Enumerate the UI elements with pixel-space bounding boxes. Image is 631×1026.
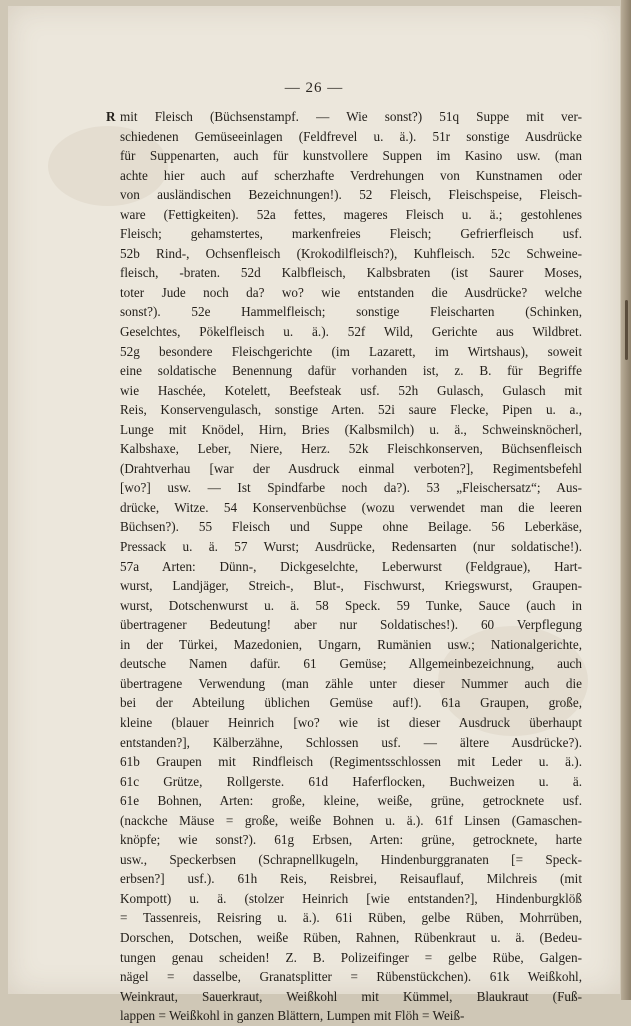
text-line: bei der Abteilung üblichen Gemüse auf!). 61a Graupen, große, [120, 695, 582, 711]
text-line: [wo?] usw. — Ist Spindfarbe noch da?). 53 „Fleischersatz“; Aus- [120, 480, 582, 496]
text-line: knöpfe; wie sonst?). 61g Erbsen, Arten: grüne, getrocknete, harte [120, 832, 582, 848]
text-line: Dorschen, Dotschen, weiße Rüben, Rahnen, Rübenkraut u. ä. (Bedeu- [120, 929, 582, 945]
text-line: eine soldatische Benennung dafür vorhanden ist, z. B. für Begriffe [120, 363, 582, 379]
text-line: toter Jude noch da? wo? wie entstanden die Ausdrücke? welche [120, 284, 582, 300]
text-line: Büchsen?). 55 Fleisch und Suppe ohne Beilage. 56 Leberkäse, [120, 519, 582, 535]
text-line: 57a Arten: Dünn-, Dickgeselchte, Leberwurst (Feldgraue), Hart- [120, 558, 582, 574]
body-text [106, 107, 582, 1026]
text-line: (Drahtverhau [war der Ausdruck einmal verboten?], Regimentsbefehl [120, 460, 582, 476]
text-line: entstanden?], Kälberzähne, Schlossen usf. — ältere Ausdrücke?). [120, 734, 582, 750]
document-page [8, 6, 620, 1024]
text-line: von ausländischen Bezeichnungen!). 52 Fleisch, Fleischspeise, Fleisch- [120, 187, 582, 203]
text-line: 61b Graupen mit Rindfleisch (Regimentsschlossen mit Leder u. ä.). [120, 754, 582, 770]
spine-mark [625, 300, 628, 360]
text-line: kleine (blauer Heinrich [wo? wie ist dieser Ausdruck überhaupt [120, 714, 582, 730]
text-line: achte hier auch auf scherzhafte Verdrehungen von Kunstnamen oder [120, 167, 582, 183]
text-line: nägel = dasselbe, Granatsplitter = Rübenstückchen). 61k Weißkohl, [120, 969, 582, 985]
text-line: usw., Speckerbsen (Schrapnellkugeln, Hindenburggranaten [= Speck- [120, 851, 582, 867]
text-line: sonst?). 52e Hammelfleisch; sonstige Fleischarten (Schinken, [120, 304, 582, 320]
text-line: ware (Fettigkeiten). 52a fettes, mageres Fleisch u. ä.; gestohlenes [120, 206, 582, 222]
page-number: — 26 — [284, 80, 344, 96]
text-line: wie Haschée, Kotelett, Beefsteak usf. 52h Gulasch, Gulasch mit [120, 382, 582, 398]
text-line: tungen genau scheiden! Z. B. Polizeifinger = gelbe Rübe, Galgen- [120, 949, 582, 965]
text-line: deutsche Namen dafür. 61 Gemüse; Allgemeinbezeichnung, auch [120, 656, 582, 672]
text-line: wurst, Dotschenwurst u. ä. 58 Speck. 59 Tunke, Sauce (auch in [120, 597, 582, 613]
text-line: Fleisch; gehamstertes, markenfreies Fleisch; Gefrierfleisch usf. [120, 226, 582, 242]
text-line: fleisch, -braten. 52d Kalbfleisch, Kalbsbraten (ist Saurer Moses, [120, 265, 582, 281]
text-line: drücke, Witze. 54 Konservenbüchse (wozu verwendet man die leeren [120, 499, 582, 515]
text-line: 61c Grütze, Rollgerste. 61d Haferflocken, Buchweizen u. ä. [120, 773, 582, 789]
text-line: schiedenen Gemüseeinlagen (Feldfrevel u. ä.). 51r sonstige Ausdrücke [120, 128, 582, 144]
text-line: 61e Bohnen, Arten: große, kleine, weiße, grüne, getrocknete usf. [120, 793, 582, 809]
margin-letter: R [106, 109, 116, 124]
text-line: übertragene Verwendung (man zähle unter dieser Nummer auch die [120, 675, 582, 691]
text-line: (nackche Mäuse = große, weiße Bohnen u. ä.). 61f Linsen (Gamaschen- [120, 812, 582, 828]
text-line: 52b Rind-, Ochsenfleisch (Krokodilfleisch?), Kuhfleisch. 52c Schweine- [120, 245, 582, 261]
text-line: wurst, Landjäger, Streich-, Blut-, Fischwurst, Kriegswurst, Graupen- [120, 578, 582, 594]
book-spine-edge [621, 0, 631, 1000]
text-line: Weinkraut, Sauerkraut, Weißkohl mit Kümmel, Blaukraut (Fuß- [120, 988, 582, 1004]
text-line: 52g besondere Fleischgerichte (im Lazarett, im Wirtshaus), soweit [120, 343, 582, 359]
text-line: in der Türkei, Mazedonien, Ungarn, Rumänien usw.; Nationalgerichte, [120, 636, 582, 652]
text-line: Pressack u. ä. 57 Wurst; Ausdrücke, Redensarten (nur soldatische!). [120, 539, 582, 555]
text-line: erbsen?] usf.). 61h Reis, Reisbrei, Reisauflauf, Milchreis (mit [120, 871, 582, 887]
text-line: Kalbshaxe, Leber, Niere, Herz. 52k Fleischkonserven, Büchsenfleisch [120, 441, 582, 457]
text-line: = Tassenreis, Reisring u. ä.). 61i Rüben, gelbe Rüben, Mohrrüben, [120, 910, 582, 926]
text-line: lappen = Weißkohl in ganzen Blättern, Lumpen mit Flöh = Weiß- [120, 1008, 465, 1024]
text-line: Kompott) u. ä. (stolzer Heinrich [wie entstanden?], Hindenburgklöß [120, 890, 582, 906]
text-line: Lunge mit Knödel, Hirn, Bries (Kalbsmilch) u. ä., Schweinsknöcherl, [120, 421, 582, 437]
text-line: für Suppenarten, auch für kunstvollere Suppen im Kasino usw. (man [120, 148, 582, 164]
text-line: übertragener Bedeutung! aber nur Soldatisches!). 60 Verpflegung [120, 617, 582, 633]
text-line: Reis, Konservengulasch, sonstige Arten. 52i saure Flecke, Pipen u. a., [120, 402, 582, 418]
text-line: Geselchtes, Pökelfleisch u. ä.). 52f Wild, Gerichte aus Wildbret. [120, 324, 582, 340]
text-line: mit Fleisch (Büchsenstampf. — Wie sonst?) 51q Suppe mit ver- [120, 109, 582, 124]
